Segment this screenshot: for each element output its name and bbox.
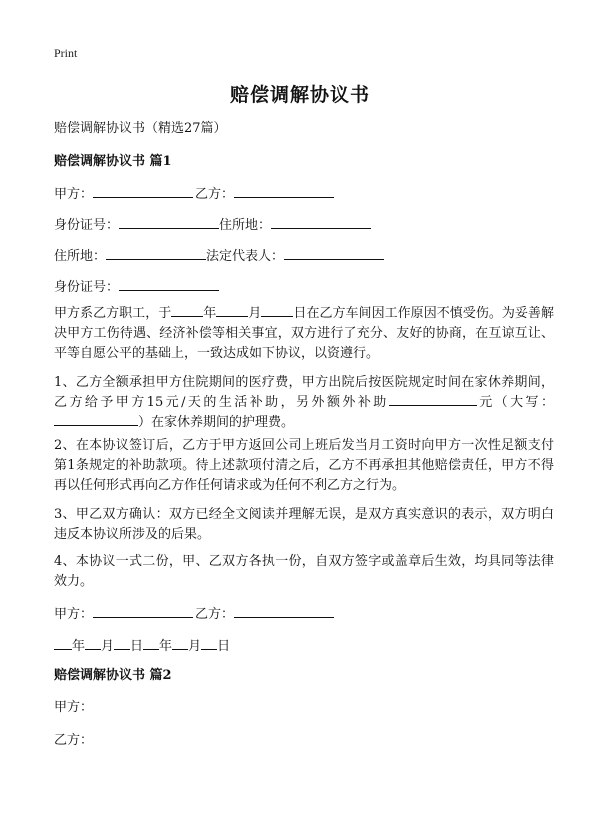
residence-blank-2 — [106, 247, 206, 260]
extra-subsidy-blank — [389, 393, 477, 406]
party-b-label: 乙方： — [195, 187, 235, 202]
legal-rep-label: 法定代表人： — [206, 249, 285, 264]
date-day-blank — [114, 637, 130, 650]
residence-label: 住所地： — [219, 218, 272, 233]
party-a-label: 甲方： — [54, 187, 94, 202]
section1-heading: 赔偿调解协议书 篇1 — [54, 154, 172, 169]
intro-year-label: 年 — [203, 306, 217, 321]
date-year-label-2: 年 — [159, 639, 173, 654]
document-subtitle: 赔偿调解协议书（精选27篇） — [54, 121, 227, 136]
id-number-blank — [119, 216, 219, 229]
clause-1 — [54, 373, 554, 433]
print-link[interactable]: Print — [54, 46, 78, 60]
residence-blank — [271, 216, 371, 229]
clause-1-text-a: 1、乙方全额承担甲方住院期间的医疗费，甲方出院后按医院规定时间在家休养期间，乙方给予甲方15元/天的生活补助，另外额外补助 — [54, 375, 554, 410]
intro-month-label: 月 — [248, 306, 262, 321]
date-day-label: 日 — [130, 639, 144, 654]
intro-text-rest: 日在乙方车间因工作原因不慎受伤。为妥善解决甲方工伤待遇、经济补偿等相关事宜，双方进行了充分、友好的协商，在互谅互让、平等自愿公平的基础上，一致达成如下协议，以资遵行。 — [54, 306, 554, 361]
clause-4: 4、本协议一式二份，甲、乙双方各执一份，自双方签字或盖章后生效，均具同等法律效力。 — [54, 554, 554, 589]
date-month-label-2: 月 — [188, 639, 202, 654]
intro-day-blank — [261, 304, 293, 317]
date-row — [54, 637, 230, 655]
intro-year-blank — [171, 304, 203, 317]
id-number-label-2: 身份证号： — [54, 280, 120, 295]
section2-party-a: 甲方： — [54, 700, 94, 715]
residence-legal-rep-row — [54, 247, 384, 265]
date-year-blank-2 — [143, 637, 159, 650]
sign-party-a-label: 甲方： — [54, 607, 94, 622]
sign-party-b-label: 乙方： — [195, 607, 235, 622]
party-b-blank — [234, 185, 334, 198]
section2-heading: 赔偿调解协议书 篇2 — [54, 668, 172, 683]
sign-party-b-blank — [234, 605, 334, 618]
id-number-row-2 — [54, 278, 219, 296]
date-day-label-2: 日 — [217, 639, 231, 654]
intro-paragraph — [54, 304, 554, 364]
intro-text-start: 甲方系乙方职工，于 — [54, 306, 172, 321]
residence-label-2: 住所地： — [54, 249, 107, 264]
id-number-label: 身份证号： — [54, 218, 120, 233]
date-year-label: 年 — [72, 639, 86, 654]
parties-row — [54, 185, 334, 203]
id-number-blank-2 — [119, 278, 219, 291]
amount-in-words-blank — [54, 413, 138, 426]
clause-2: 2、在本协议签订后，乙方于甲方返回公司上班后发当月工资时向甲方一次性足额支付第1条规定的补助款项。待上述款项付清之后，乙方不再承担其他赔偿责任，甲方不得再以任何形式再向乙方作任何请求或为任何不利乙方之行为。 — [54, 438, 554, 493]
clause-1-text-b: 元（大写： — [476, 395, 554, 410]
date-month-label: 月 — [101, 639, 115, 654]
clause-1-text-c: ）在家休养期间的护理费。 — [138, 415, 295, 430]
date-year-blank — [54, 637, 72, 650]
clause-3: 3、甲乙双方确认：双方已经全文阅读并理解无误，是双方真实意识的表示，双方明白违反本协议所涉及的后果。 — [54, 507, 554, 542]
party-a-blank — [93, 185, 193, 198]
document-title: 赔偿调解协议书 — [229, 84, 370, 106]
id-residence-row — [54, 216, 371, 234]
date-day-blank-2 — [201, 637, 217, 650]
date-month-blank-2 — [172, 637, 188, 650]
legal-rep-blank — [284, 247, 384, 260]
date-month-blank — [85, 637, 101, 650]
sign-party-a-blank — [93, 605, 193, 618]
signature-row — [54, 605, 334, 623]
intro-month-blank — [216, 304, 248, 317]
section2-party-b: 乙方： — [54, 733, 94, 748]
